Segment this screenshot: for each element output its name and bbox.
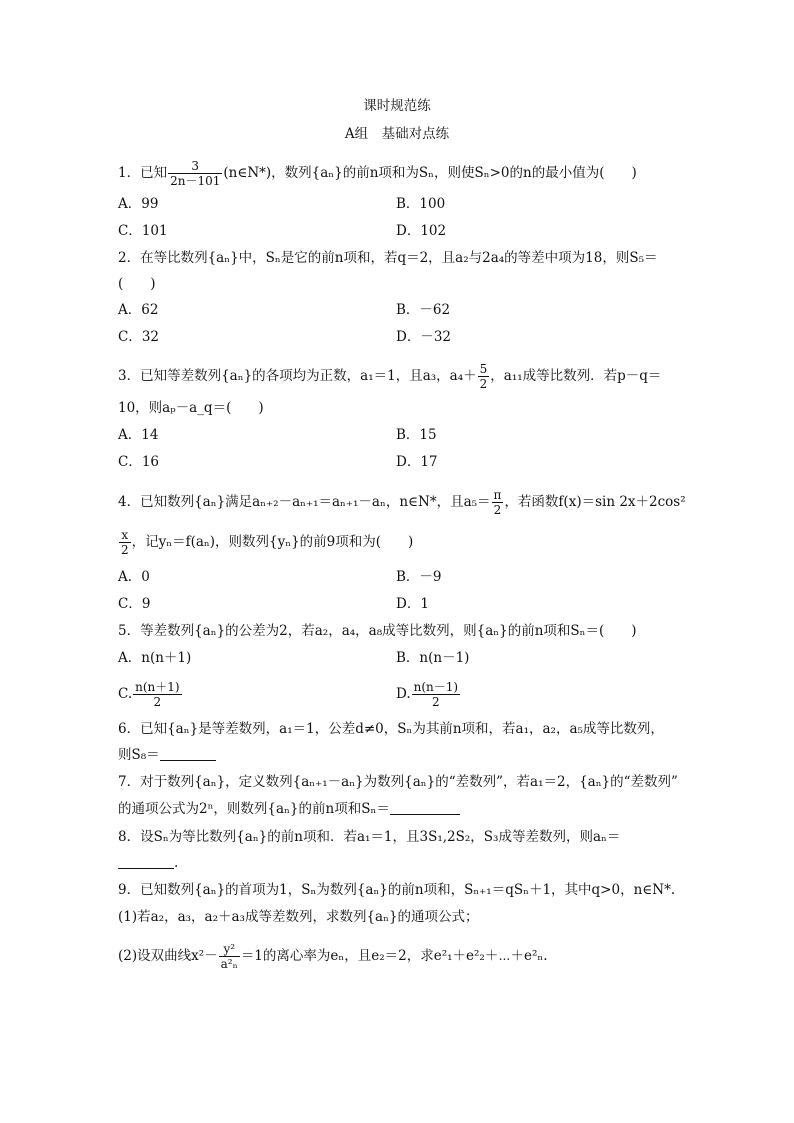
question-6: 6．已知{aₙ}是等差数列，a₁＝1，公差d≠0，Sₙ为其前n项和，若a₁，a₂，a₅成等比数列，: [118, 721, 664, 737]
answer-blank[interactable]: [160, 746, 216, 761]
question-9: 9．已知数列{aₙ}的首项为1，Sₙ为数列{aₙ}的前n项和，Sₙ₊₁＝qSₙ＋1，其中q>0，n∈N*.: [118, 882, 676, 898]
question-2: 2．在等比数列{aₙ}中，Sₙ是它的前n项和，若q＝2，且a₂与2a₄的等差中项为18，则S₅＝: [118, 250, 658, 266]
question-3: 3．已知等差数列{aₙ}的各项均为正数，a₁＝1，且a₃，a₄＋ $\frac{5}{2}$ ，a₁₁成等比数列．若p－q＝: [118, 362, 662, 391]
question-3-line-2: 10，则aₚ－a_q＝( ): [118, 400, 264, 416]
question-8-line-2: .: [118, 853, 178, 873]
answer-blank[interactable]: [390, 800, 460, 815]
question-7-line-2: 的通项公式为2ⁿ，则数列{aₙ}的前n项和Sₙ＝: [118, 799, 460, 819]
question-7: 7．对于数列{aₙ}，定义数列{aₙ₊₁－aₙ}为数列{aₙ}的“差数列”，若a₁＝2，{aₙ}的“差数列”: [118, 774, 678, 790]
q3-option-d: D．17: [396, 454, 438, 470]
fraction: $\frac{n(n+1)}{2}$: [135, 680, 180, 709]
q5-option-b: B．n(n－1): [396, 650, 470, 666]
question-5: 5．等差数列{aₙ}的公差为2，若a₂，a₄，a₈成等比数列，则{aₙ}的前n项和Sₙ＝( ): [118, 623, 637, 639]
question-6-line-2: 则S₈＝: [118, 745, 216, 765]
q2-option-b: B．－62: [396, 302, 451, 318]
fraction: $\frac{\text{y²}}{\text{a²ₙ}}$: [220, 942, 238, 971]
question-2-answer-paren: ( ): [118, 276, 156, 292]
q4-option-d: D．1: [396, 596, 429, 612]
q3-option-a: A．14: [118, 427, 159, 443]
q5-option-a: A．n(n＋1): [118, 650, 192, 666]
fraction: $\frac{5}{2}$: [479, 362, 488, 391]
q1-option-b: B．100: [396, 196, 446, 212]
section-subtitle: A组 基础对点练: [344, 126, 450, 142]
question-9-part-2: (2)设双曲线x²－ $\frac{\text{y²}}{\text{a²ₙ}}$ ＝1的离心率为eₙ，且e₂＝2，求e²₁＋e²₂＋⋯＋e²ₙ.: [118, 942, 548, 971]
fraction: $\frac{n(n-1)}{2}$: [413, 680, 459, 709]
q1-option-a: A．99: [118, 196, 159, 212]
fraction: $\frac{x}{2}$: [121, 528, 129, 557]
q4-option-c: C．9: [118, 596, 151, 612]
fraction: $\frac{\pi}{2}$: [493, 488, 502, 517]
q3-option-c: C．16: [118, 454, 160, 470]
q2-option-d: D．－32: [396, 329, 452, 345]
question-1: 1．已知 $\frac{3}{2n-101}$ (n∈N*)，数列{aₙ}的前n项和为Sₙ，则使Sₙ>0的n的最小值为( ): [118, 159, 637, 188]
question-4-line-2: $\frac{x}{2}$ ，记yₙ＝f(aₙ)，则数列{yₙ}的前9项和为( ): [121, 528, 414, 557]
q5-option-c: C. $\frac{n(n+1)}{2}$: [118, 680, 180, 709]
q5-option-d: D. $\frac{n(n-1)}{2}$: [396, 680, 459, 709]
q3-option-b: B．15: [396, 427, 437, 443]
question-9-part-1: (1)若a₂，a₃，a₂＋a₃成等差数列，求数列{aₙ}的通项公式；: [118, 909, 479, 925]
q2-option-a: A．62: [118, 302, 159, 318]
question-8: 8．设Sₙ为等比数列{aₙ}的前n项和．若a₁＝1，且3S₁,2S₂，S₃成等差数列，则aₙ＝: [118, 829, 621, 845]
question-4: 4．已知数列{aₙ}满足aₙ₊₂－aₙ₊₁＝aₙ₊₁－aₙ，n∈N*，且a₅＝ $\frac{\pi}{2}$ ，若函数f(x)＝sin 2x＋2cos²: [118, 488, 686, 517]
q1-option-c: C．101: [118, 223, 168, 239]
q4-option-a: A．0: [118, 569, 150, 585]
q4-option-b: B．－9: [396, 569, 442, 585]
q2-option-c: C．32: [118, 329, 160, 345]
fraction: $\frac{3}{2n-101}$: [170, 159, 221, 188]
q1-option-d: D．102: [396, 223, 447, 239]
answer-blank[interactable]: [118, 854, 174, 869]
page-title: 课时规范练: [363, 98, 431, 114]
